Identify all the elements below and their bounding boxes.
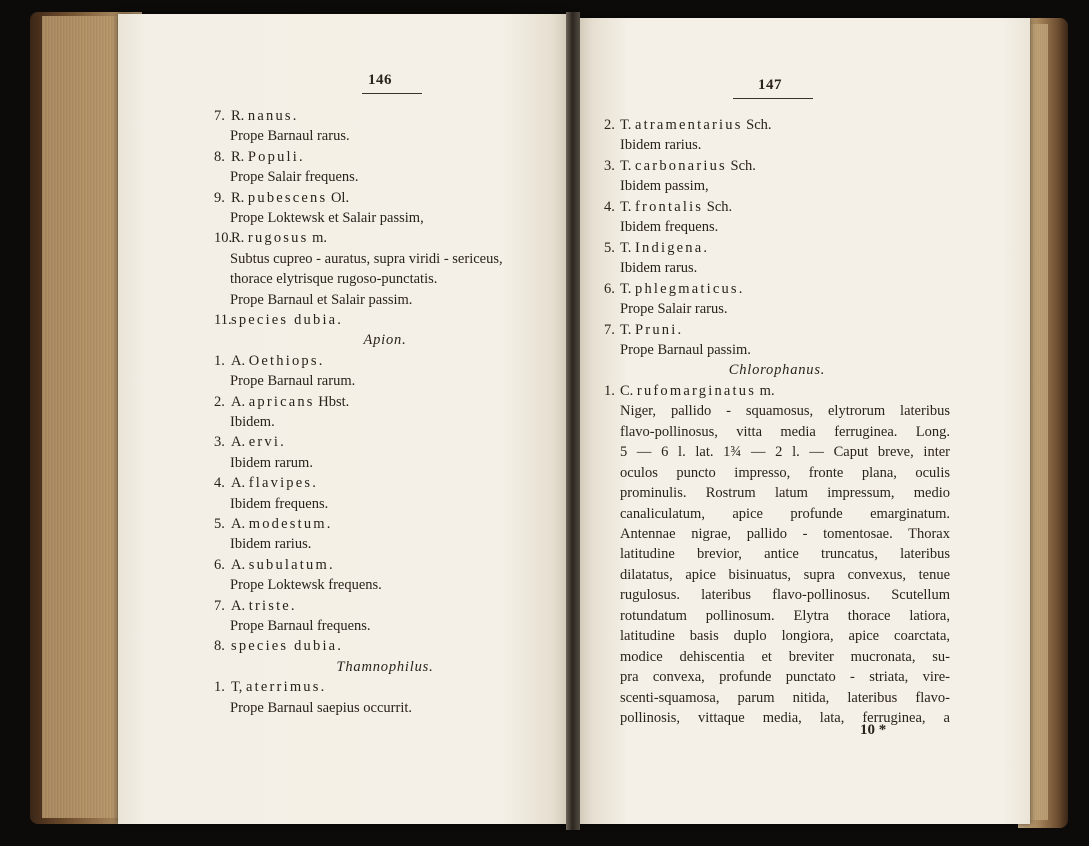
genus-abbrev: A. [231, 556, 249, 573]
entry-number: 11. [214, 312, 232, 328]
genus-abbrev: R. [231, 148, 248, 165]
entry-number: 10. [214, 230, 233, 247]
locality-line: Ibidem rarum. [230, 454, 313, 471]
species-name: ervi. [248, 434, 286, 451]
species-name: triste. [248, 597, 297, 614]
entry-number: 3. [604, 157, 615, 174]
entry-number: 5. [214, 516, 225, 532]
author-abbrev: Sch. [703, 198, 733, 215]
species-name: phlegmaticus. [635, 280, 745, 297]
author-abbrev: Ol. [327, 189, 350, 206]
genus-abbrev: T. [620, 117, 636, 133]
locality-line: Ibidem. [230, 414, 275, 430]
description-line: oculos puncto impresso, fronte plana, oculis [620, 464, 950, 481]
species-entry [604, 199, 732, 216]
genus-abbrev: A. [231, 475, 249, 492]
species-entry [214, 598, 297, 615]
species-entry [214, 353, 325, 370]
entry-number: 2. [604, 117, 615, 133]
entry-number: 4. [604, 198, 615, 215]
species-name: Indigena. [635, 239, 710, 256]
entry-number: 3. [214, 434, 225, 451]
genus-abbrev: T. [620, 321, 636, 338]
genus-abbrev: A. [231, 597, 249, 614]
author-abbrev: Hbst. [314, 393, 350, 410]
description-line: scenti-squamosa, parum nitida, lateribus flavo- [620, 689, 950, 706]
species-name: flavipes. [248, 475, 319, 492]
genus-abbrev: R. [231, 189, 248, 206]
locality-line: Ibidem rarus. [620, 260, 698, 277]
species-name: rufomarginatus [636, 382, 757, 399]
description-line: 5 — 6 l. lat. 1¾ — 2 l. — Caput breve, inter [620, 444, 950, 461]
locality-line: Ibidem frequens. [620, 219, 719, 236]
species-entry [214, 434, 286, 451]
locality-line: thorace elytrisque rugoso-punctatis. [230, 271, 438, 288]
description-line: prominulis. Rostrum latum impressum, medio [620, 485, 950, 502]
right-header-rule [733, 98, 813, 99]
entry-number: 1. [214, 352, 225, 369]
description-line: latitudine basis duplo longiora, apice coarctata, [620, 628, 950, 645]
species-name: frontalis [635, 198, 704, 215]
entry-number: 4. [214, 475, 225, 492]
entry-number: 1. [604, 382, 615, 399]
genus-abbrev: C. [620, 382, 637, 399]
author-abbrev: m. [756, 382, 775, 399]
species-entry [214, 516, 333, 533]
genus-abbrev: T. [620, 239, 636, 256]
species-name: nanus. [247, 108, 299, 124]
species-name: subulatum. [248, 556, 335, 573]
locality-line: Prope Loktewsk et Salair passim, [230, 210, 424, 226]
species-name: pubescens [247, 189, 328, 206]
locality-line: Prope Loktewsk frequens. [230, 577, 382, 594]
description-line: modice dehiscentia et breviter mucronata, su- [620, 648, 950, 665]
species-name: rugosus [247, 230, 309, 247]
species-name: atramentarius [635, 117, 743, 133]
description-line: pra convexa, profunde punctato - striata, vire- [620, 669, 950, 686]
description-line: Niger, pallido - squamosus, elytrorum lateribus [620, 403, 950, 420]
entry-number: 8. [214, 148, 225, 165]
author-abbrev: Sch. [742, 117, 772, 133]
genus-abbrev: T. [620, 198, 636, 215]
genus-abbrev: A. [231, 352, 249, 369]
genus-abbrev: T. [620, 280, 636, 297]
entry-number: 7. [604, 321, 615, 338]
locality-line: Prope Barnaul saepius occurrit. [230, 699, 413, 716]
species-entry [604, 383, 775, 400]
genus-abbrev: A. [231, 393, 249, 410]
species-name: modestum. [248, 516, 333, 532]
species-entry [604, 117, 772, 134]
species-entry [214, 230, 327, 247]
species-name: Pruni. [635, 321, 684, 338]
entry-number: 9. [214, 189, 225, 206]
entry-number: 7. [214, 597, 225, 614]
printer-signature: 10 * [860, 722, 887, 738]
genus-abbrev: R. [231, 108, 248, 124]
species-name: species dubia. [231, 312, 344, 328]
species-entry [604, 240, 709, 257]
left-page-number: 146 [368, 72, 392, 88]
entry-number: 6. [214, 556, 225, 573]
locality-line: Ibidem rarius. [620, 137, 702, 154]
description-line: flavo-pollinosus, vitta media ferruginea. Long. [620, 423, 950, 440]
left-header-rule [362, 93, 422, 94]
species-entry [214, 108, 299, 125]
species-entry [214, 557, 335, 574]
entry-number: 8. [214, 638, 225, 655]
description-line: latitudine brevior, antice truncatus, lateribus [620, 546, 950, 563]
genus-abbrev: T, [231, 679, 247, 696]
description-line: canaliculatum, apice profunde emarginatum. [620, 505, 950, 522]
species-name: Oethiops. [248, 352, 325, 369]
species-entry [604, 158, 756, 175]
species-entry [214, 394, 349, 411]
locality-line: Subtus cupreo - auratus, supra viridi - sericeus, [230, 250, 503, 267]
species-name: carbonarius [635, 157, 727, 174]
description-line: dilatatus, apice bisinuatus, supra convexus, tenue [620, 566, 950, 583]
genus-heading: Thamnophilus. [336, 658, 434, 675]
locality-line: Prope Barnaul rarum. [230, 373, 356, 390]
genus-abbrev: T. [620, 157, 636, 174]
locality-line: Prope Salair rarus. [620, 301, 728, 318]
locality-line: Prope Salair frequens. [230, 169, 359, 186]
description-line: rugulosus. lateribus flavo-pollinosus. Scutellum [620, 587, 950, 604]
entry-number: 6. [604, 280, 615, 297]
genus-heading: Chlorophanus. [728, 362, 826, 379]
locality-line: Ibidem rarius. [230, 536, 312, 553]
species-entry [214, 679, 326, 696]
entry-number: 5. [604, 239, 615, 256]
genus-abbrev: A. [231, 516, 249, 532]
species-name: apricans [248, 393, 315, 410]
species-name: Populi. [247, 148, 305, 165]
species-entry [214, 312, 343, 329]
description-line: Antennae nigrae, pallido - tomentosae. Thorax [620, 526, 950, 542]
entry-number: 1. [214, 679, 225, 696]
locality-line: Prope Barnaul rarus. [230, 128, 350, 145]
description-line: pollinosis, vittaque media, lata, ferruginea, a [620, 710, 950, 727]
species-entry [214, 149, 305, 166]
entry-number: 2. [214, 393, 225, 410]
species-entry [214, 638, 343, 655]
right-page-number: 147 [758, 77, 782, 93]
entry-number: 7. [214, 108, 225, 124]
locality-line: Prope Barnaul frequens. [230, 618, 371, 634]
species-entry [604, 281, 745, 298]
locality-line: Ibidem frequens. [230, 495, 329, 512]
author-abbrev: m. [308, 230, 327, 247]
genus-abbrev: R. [231, 230, 248, 247]
description-line: rotundatum pollinosum. Elytra thorace latiora, [620, 607, 950, 624]
species-entry [604, 322, 683, 339]
locality-line: Prope Barnaul passim. [620, 341, 751, 358]
locality-line: Ibidem passim, [620, 178, 709, 195]
species-entry [214, 475, 318, 492]
species-name: aterrimus. [246, 679, 327, 696]
species-name: species dubia. [231, 638, 344, 655]
genus-abbrev: A. [231, 434, 249, 451]
species-entry [214, 190, 349, 207]
book-gutter [566, 12, 580, 830]
genus-heading: Apion. [363, 332, 407, 349]
author-abbrev: Sch. [726, 157, 756, 174]
locality-line: Prope Barnaul et Salair passim. [230, 291, 413, 308]
